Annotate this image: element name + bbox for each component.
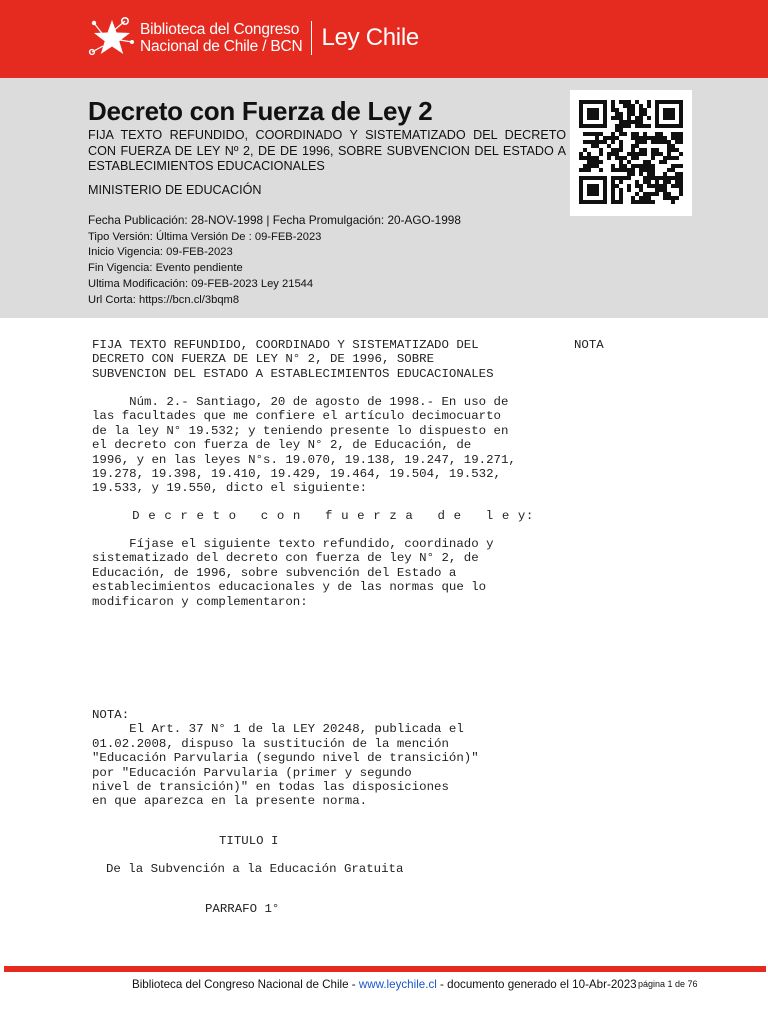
meta-ultima-modificacion: Ultima Modificación: 09-FEB-2023 Ley 21544 <box>88 277 314 290</box>
document-metadata <box>88 213 461 308</box>
meta-fechas: Fecha Publicación: 28-NOV-1998 | Fecha Promulgación: 20-AGO-1998 <box>88 213 461 227</box>
meta-fin-vigencia: Fin Vigencia: Evento pendiente <box>88 262 243 275</box>
document-subtitle: FIJA TEXTO REFUNDIDO, COORDINADO Y SISTEMATIZADO DEL DECRETO CON FUERZA DE LEY Nº 2, DE DE 1996, SOBRE SUBVENCION DEL ESTADO A ESTABLECIMIENTOS EDUCACIONALES <box>88 128 566 173</box>
ley-chile-brand: Ley Chile <box>321 24 419 51</box>
body-heading: FIJA TEXTO REFUNDIDO, COORDINADO Y SISTEMATIZADO DEL DECRETO CON FUERZA DE LEY N° 2, DE 1996, SOBRE SUBVENCION DEL ESTADO A ESTABLECIMIENTOS EDUCACIONALES <box>92 338 494 381</box>
preamble-paragraph: Núm. 2.- Santiago, 20 de agosto de 1998.- En uso de las facultades que me confiere el artículo decimocuarto de la ley N° 19.532; y teniendo presente lo dispuesto en el decreto con fuerza de ley N° 2, de Educación, de 1996, y en las leyes N°s. 19.070, 19.138, 19.247, 19.271, 19.278, 19.398, 19.410, 19.429, 19.464, 19.504, 19.532, 19.533, y 19.550, dicto el siguiente: <box>92 395 516 496</box>
titulo-subheading: De la Subvención a la Educación Gratuita <box>106 862 404 876</box>
logo-divider <box>311 21 312 55</box>
footer-link[interactable]: www.leychile.cl <box>358 978 437 991</box>
fijase-paragraph: Fíjase el siguiente texto refundido, coordinado y sistematizado del decreto con fuerza de ley N° 2, de Educación, de 1996, sobre subvención del Estado a establecimientos educacionales y de las normas que lo modificaron y complementaron: <box>92 537 494 609</box>
logo-text <box>140 21 303 55</box>
logo-line-1: Biblioteca del Congreso <box>140 21 300 38</box>
nota-label: NOTA <box>574 338 604 352</box>
logo-line-2: Nacional de Chile / BCN <box>140 38 303 55</box>
qr-code-icon <box>579 100 683 204</box>
star-logo-icon <box>86 12 138 64</box>
bcn-logo[interactable] <box>86 10 419 66</box>
ministry-name: MINISTERIO DE EDUCACIÓN <box>88 183 262 197</box>
parrafo-heading: PARRAFO 1° <box>205 902 280 916</box>
qr-code-box <box>570 90 692 216</box>
titulo-heading: TITULO I <box>219 834 279 848</box>
footer-text <box>132 978 637 991</box>
nota-block: NOTA: El Art. 37 N° 1 de la LEY 20248, publicada el 01.02.2008, dispuso la sustitución de la mención "Educación Parvularia (segundo nivel de transición)" por "Educación Parvularia (primer y segundo nivel de transición)" en todas las disposiciones en que aparezca en la presente norma. <box>92 708 479 809</box>
page-number: página 1 de 76 <box>638 979 698 989</box>
footer-suffix: - documento generado el 10-Abr-2023 <box>436 978 637 991</box>
document-title: Decreto con Fuerza de Ley 2 <box>88 96 433 126</box>
footer-prefix: Biblioteca del Congreso Nacional de Chile - <box>132 978 359 991</box>
meta-inicio-vigencia: Inicio Vigencia: 09-FEB-2023 <box>88 246 233 259</box>
decreto-line: D e c r e t o c o n f u e r z a d e l e y: <box>92 509 534 523</box>
meta-tipo-version: Tipo Versión: Última Versión De : 09-FEB-2023 <box>88 230 322 243</box>
footer-rule <box>4 966 766 972</box>
meta-url-corta[interactable]: Url Corta: https://bcn.cl/3bqm8 <box>88 293 240 306</box>
